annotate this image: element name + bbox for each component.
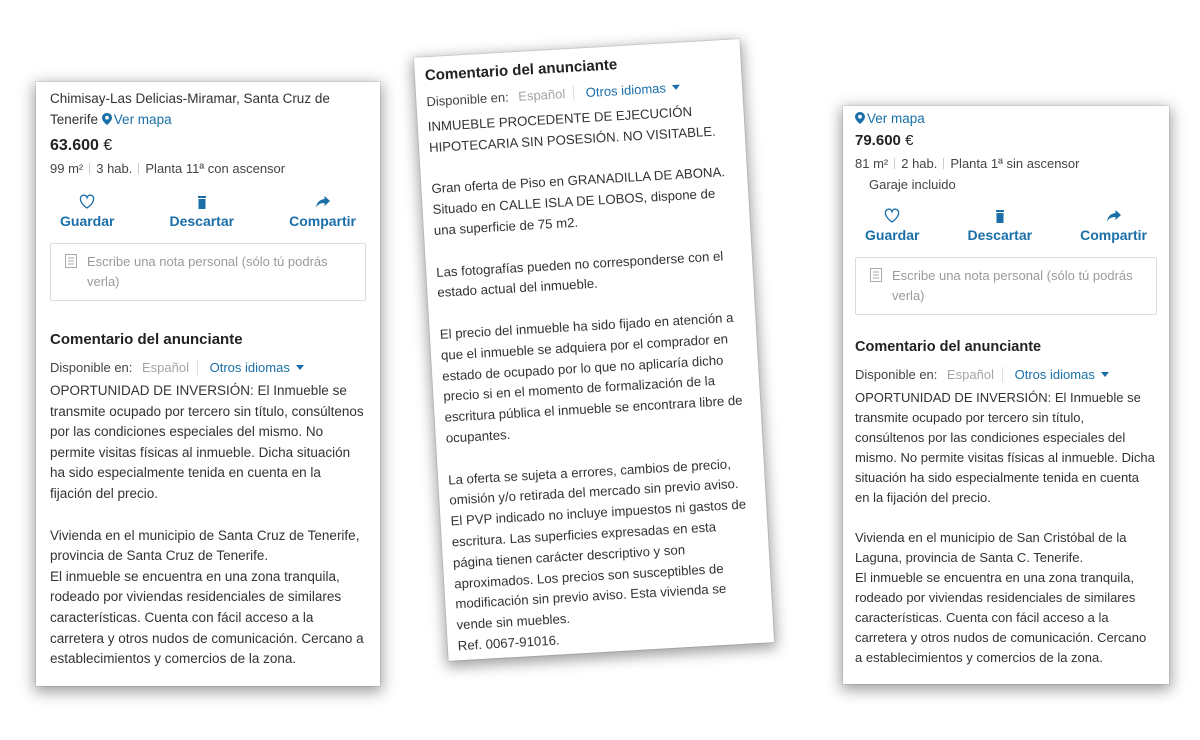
currency: € [103, 137, 113, 154]
share-arrow-icon [315, 194, 331, 210]
comment-paragraph: Gran oferta de Piso en GRANADILLA DE ABONA. Situado en CALLE ISLA DE LOBOS, dispone de una superficie de 75 m2. [431, 164, 726, 238]
listing-card-left [36, 82, 380, 686]
comment-title: Comentario del anunciante [50, 331, 243, 348]
language-selector [50, 360, 366, 375]
comment-title: Comentario del anunciante [855, 339, 1042, 355]
trash-icon [194, 194, 210, 210]
note-icon [65, 254, 77, 268]
personal-note-input[interactable] [50, 243, 366, 301]
comment-paragraph: INMUEBLE PROCEDENTE DE EJECUCIÓN HIPOTECARIA SIN POSESIÓN. NO VISITABLE. [427, 103, 717, 155]
comment-paragraph: Las fotografías pueden no corresponderse con el estado actual del inmueble. [435, 247, 724, 301]
note-icon [870, 268, 882, 282]
other-languages-label[interactable]: Otros idiomas [209, 360, 290, 375]
language-selector [855, 367, 1157, 382]
map-pin-icon [855, 112, 865, 124]
listing-card-middle [414, 39, 774, 661]
save-label[interactable]: Guardar [60, 213, 115, 229]
comment-paragraph: El inmueble se encuentra en una zona tranquila, rodeado por viviendas residenciales de similares características. Cuenta con fácil acceso a la carretera y otros nudos de comunicación. Cercano a establecimientos y comercios de la zona. [50, 568, 364, 667]
feature-rooms: 3 hab. [96, 161, 133, 176]
action-bar [855, 208, 1157, 243]
share-arrow-icon [1106, 208, 1122, 224]
view-map-label[interactable]: Ver mapa [113, 112, 172, 127]
current-language: Español [947, 367, 1003, 382]
features [855, 155, 1157, 173]
location-label: Chimisay-Las Delicias-Miramar, Santa Cruz de Tenerife [50, 91, 330, 127]
chevron-down-icon [296, 365, 304, 370]
location-text [50, 88, 366, 130]
comment-body [427, 100, 762, 657]
feature-rooms: 2 hab. [901, 156, 938, 171]
comment-paragraph: El precio del inmueble ha sido fijado en atención a que el inmueble se adquiera por el comprador en estado de ocupado por lo que no aplicaría dicho precio si en el momento de formalización de la escritura pública el inmueble se encontrara libre de ocupantes. [439, 309, 743, 446]
price-value: 79.600 [855, 132, 901, 149]
discard-button[interactable] [967, 208, 1032, 243]
other-languages-label[interactable]: Otros idiomas [585, 80, 667, 101]
chevron-down-icon [1101, 372, 1109, 377]
currency: € [905, 132, 914, 149]
view-map-label[interactable]: Ver mapa [867, 111, 925, 126]
discard-button[interactable] [169, 194, 234, 229]
save-label[interactable]: Guardar [865, 227, 920, 243]
comment-paragraph: El inmueble se encuentra en una zona tranquila, rodeado por viviendas residenciales de similares características. Cuenta con fácil acceso a la carretera y otros nudos de comunicación. Cercano a establecimientos y comercios de la zona. [855, 570, 1147, 665]
share-button[interactable] [289, 194, 356, 229]
personal-note-input[interactable] [855, 257, 1157, 315]
action-bar [50, 194, 366, 229]
reference-number: Ref. 0067-91016. [457, 632, 560, 654]
view-map-link[interactable] [102, 112, 172, 127]
comment-title: Comentario del anunciante [424, 56, 618, 85]
heart-icon [884, 208, 900, 224]
current-language: Español [518, 86, 575, 104]
save-button[interactable] [60, 194, 114, 229]
comment-paragraph: Vivienda en el municipio de San Cristóbal de la Laguna, provincia de Santa C. Tenerife. [855, 530, 1127, 565]
feature-area: 99 m² [50, 161, 84, 176]
discard-label[interactable]: Descartar [169, 213, 235, 229]
comment-paragraph: Vivienda en el municipio de Santa Cruz de Tenerife, provincia de Santa Cruz de Tenerife. [50, 527, 360, 564]
comment-body [50, 381, 366, 670]
current-language: Español [142, 360, 198, 375]
feature-floor: Planta 1ª sin ascensor [950, 156, 1080, 171]
available-label: Disponible en: [425, 89, 510, 110]
price [855, 131, 1157, 151]
other-languages-dropdown[interactable] [210, 360, 304, 375]
save-button[interactable] [865, 208, 919, 243]
map-pin-icon [102, 113, 112, 125]
comment-paragraph: OPORTUNIDAD DE INVERSIÓN: El Inmueble se transmite ocupado por tercero sin título, consúltenos por las condiciones especiales del mismo. No permite visitas físicas al inmueble. Dicha situación ha sido especialmente tenida en cuenta en la fijación del precio. [855, 390, 1155, 505]
note-placeholder: Escribe una nota personal (sólo tú podrás verla) [87, 254, 328, 289]
share-label[interactable]: Compartir [1080, 227, 1147, 243]
other-languages-dropdown[interactable] [1015, 367, 1109, 382]
share-label[interactable]: Compartir [289, 213, 356, 229]
chevron-down-icon [672, 85, 680, 90]
other-languages-dropdown[interactable] [585, 80, 680, 100]
comment-body [855, 388, 1157, 668]
listing-card-right [843, 106, 1169, 684]
discard-label[interactable]: Descartar [967, 227, 1033, 243]
note-placeholder: Escribe una nota personal (sólo tú podrás verla) [892, 268, 1133, 303]
price-value: 63.600 [50, 137, 99, 154]
feature-garage: Garaje incluido [869, 177, 956, 192]
heart-icon [79, 194, 95, 210]
available-label: Disponible en: [50, 360, 133, 375]
comment-paragraph: OPORTUNIDAD DE INVERSIÓN: El Inmueble se transmite ocupado por tercero sin título, consúltenos por las condiciones especiales del mismo. No permite visitas físicas al inmueble. Dicha situación ha sido especialmente tenida en cuenta en la fijación del precio. [50, 383, 364, 501]
price [50, 136, 366, 156]
features [50, 160, 366, 178]
available-label: Disponible en: [855, 367, 938, 382]
view-map-link[interactable] [855, 108, 1157, 129]
trash-icon [992, 208, 1008, 224]
feature-floor: Planta 11ª con ascensor [145, 161, 286, 176]
other-languages-label[interactable]: Otros idiomas [1014, 367, 1095, 382]
feature-area: 81 m² [855, 156, 889, 171]
share-button[interactable] [1080, 208, 1147, 243]
comment-paragraph: La oferta se sujeta a errores, cambios de precio, omisión y/o retirada del mercado sin previo aviso. El PVP indicado no incluye impuestos ni gastos de escritura. Las superficies expresadas en esta página tienen carácter descriptivo y son aproximados. Los precios son susceptibles de modificación sin previo aviso. Esta vivienda se vende sin muebles. [447, 455, 747, 633]
